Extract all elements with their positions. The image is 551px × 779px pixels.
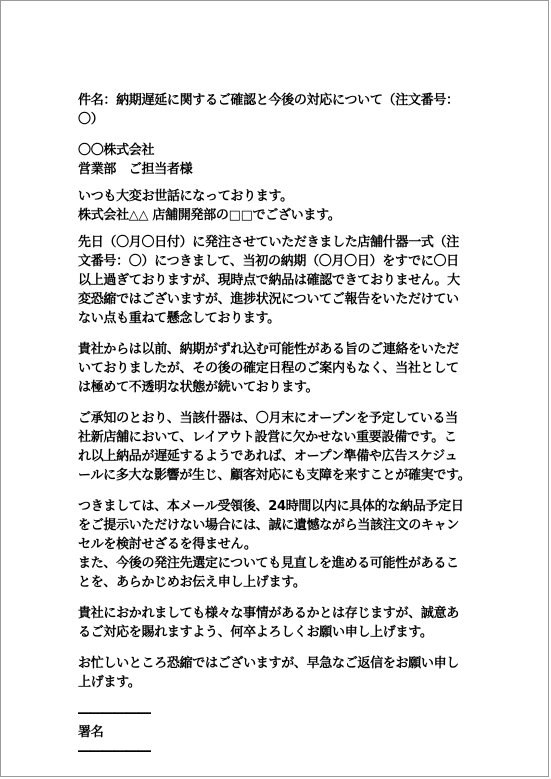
paragraph-line: お忙しいところ恐縮ではございますが、早急なご返信をお願い申し <box>78 656 460 671</box>
paragraph-line: 文番号：〇）につきまして、当初の納期（〇月〇日）をすでに〇日 <box>78 254 459 269</box>
paragraph-1 <box>78 233 476 328</box>
paragraph-line: また、今後の発注先選定についても見直しを進める可能性があるこ <box>78 556 459 571</box>
paragraph-3 <box>78 409 476 485</box>
recipient-department: 営業部 ご担当者様 <box>78 162 193 177</box>
paragraph-line: 貴社におかれましても様々な事情があるかとは存じますが、誠意あ <box>78 606 460 621</box>
paragraph-2 <box>78 340 476 397</box>
paragraph-line: れ以上納品が遅延するようであれば、オープン準備や広告スケジュ <box>78 449 458 464</box>
paragraph-5 <box>78 604 476 642</box>
paragraph-line: ご承知のとおり、当該什器は、〇月末にオープンを予定している当 <box>78 411 458 426</box>
paragraph-line: 貴社からは以前、納期がずれ込む可能性がある旨のご連絡をいただ <box>78 342 460 357</box>
paragraph-line: ールに多大な影響が生じ、顧客対応にも支障を来すことが確実です。 <box>78 468 471 483</box>
signature-block <box>78 704 476 761</box>
greeting-line: いつも大変お世話になっております。 <box>78 189 293 204</box>
recipient-company: 〇〇株式会社 <box>78 143 155 158</box>
paragraph-line: つきましては、本メール受領後、24時間以内に具体的な納品予定日 <box>78 499 464 514</box>
paragraph-line: は極めて不透明な状態が続いております。 <box>78 380 319 395</box>
signature-rule-bottom: ―――――― <box>78 744 150 759</box>
paragraph-line: 以上過ぎておりますが、現時点で納品は確認できておりません。大 <box>78 273 460 288</box>
paragraph-line: 先日（〇月〇日付）に発注させていただきました店舗什器一式（注 <box>78 235 460 250</box>
paragraph-line: をご提示いただけない場合には、誠に遺憾ながら当該注文のキャン <box>78 518 460 533</box>
email-body <box>78 91 476 761</box>
sender-intro: 株式会社△△ 店舗開発部の□□でございます。 <box>78 208 341 223</box>
paragraph-line: 変恐縮ではございますが、進捗状況についてご報告をいただけてい <box>78 292 459 307</box>
subject-line: 〇） <box>78 112 104 127</box>
signature-label: 署名 <box>78 725 104 740</box>
subject-block <box>78 91 476 129</box>
greeting-block <box>78 187 476 225</box>
subject-line: 件名：納期遅延に関するご確認と今後の対応について（注文番号： <box>78 93 459 108</box>
paragraph-4 <box>78 497 476 592</box>
paragraph-line: ない点も重ねて懸念しております。 <box>78 311 280 326</box>
paragraph-line: るご対応を賜れますよう、何卒よろしくお願い申し上げます。 <box>78 625 433 640</box>
signature-rule-top: ―――――― <box>78 706 150 721</box>
paragraph-line: 上げます。 <box>78 675 141 690</box>
paragraph-line: セルを検討せざるを得ません。 <box>78 537 257 552</box>
paragraph-line: 社新店舗において、レイアウト設営に欠かせない重要設備です。こ <box>78 430 457 445</box>
paragraph-6 <box>78 654 476 692</box>
recipient-block <box>78 141 476 179</box>
paragraph-line: いておりましたが、その後の確定日程のご案内もなく、当社として <box>78 361 459 376</box>
paragraph-line: とを、あらかじめお伝え申し上げます。 <box>78 575 306 590</box>
